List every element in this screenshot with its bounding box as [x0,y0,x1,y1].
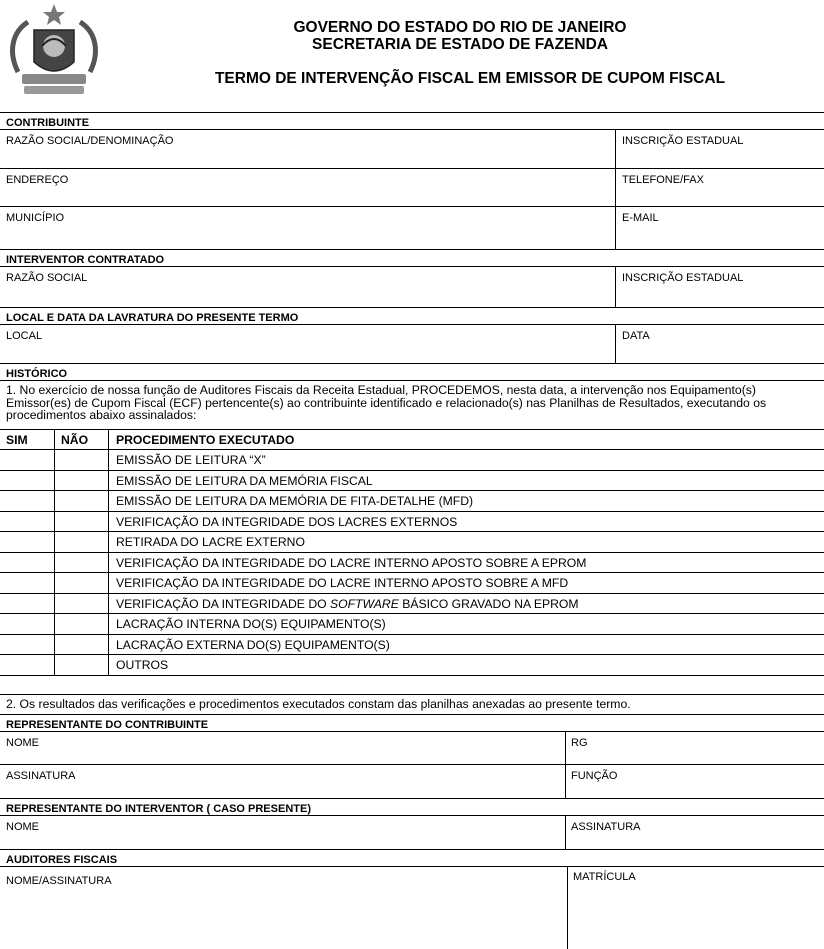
procedure-text-italic: SOFTWARE [330,596,399,611]
sim-checkbox[interactable] [0,594,54,614]
col-procedimento: PROCEDIMENTO EXECUTADO [116,433,295,447]
nao-checkbox[interactable] [55,450,108,470]
procedure-row [0,532,824,553]
endereco-label: ENDEREÇO [6,174,69,186]
nao-checkbox[interactable] [55,532,108,552]
divider [108,655,109,675]
auditor-nome-label: NOME/ASSINATURA [6,875,112,887]
sim-checkbox[interactable] [0,450,54,470]
procedure-text-tail: BÁSICO GRAVADO NA EPROM [398,596,579,611]
procedure-text: VERIFICAÇÃO DA INTEGRIDADE DO LACRE INTERNO APOSTO SOBRE A MFD [116,576,569,590]
procedure-label [116,535,305,549]
municipio-label: MUNICÍPIO [6,212,65,224]
procedure-text: RETIRADA DO LACRE EXTERNO [116,535,305,549]
divider [565,765,566,798]
procedure-label [116,453,266,467]
divider [108,512,109,532]
field-rep-assinatura[interactable] [0,765,824,799]
divider [108,450,109,470]
col-sim: SIM [6,433,28,447]
interventor-razao-label: RAZÃO SOCIAL [6,272,88,284]
field-municipio[interactable] [0,207,824,250]
sim-checkbox[interactable] [0,512,54,532]
divider [615,169,616,206]
sim-checkbox[interactable] [0,655,54,675]
procedure-text: EMISSÃO DE LEITURA DA MEMÓRIA DE FITA-DETALHE (MFD) [116,494,474,508]
divider [108,614,109,634]
procedure-row [0,450,824,471]
divider [108,573,109,593]
section-contribuinte: CONTRIBUINTE [0,113,824,130]
divider [565,816,566,849]
procedure-label [116,576,568,590]
section-auditores: AUDITORES FISCAIS [0,850,824,867]
divider [108,471,109,491]
state-seal-icon [4,2,104,102]
divider [565,732,566,764]
procedure-row [0,512,824,533]
procedure-text: VERIFICAÇÃO DA INTEGRIDADE DOS LACRES EXTERNOS [116,514,458,529]
document-title: TERMO DE INTERVENÇÃO FISCAL EM EMISSOR DE CUPOM FISCAL [214,70,726,87]
historico-paragraph-2: 2. Os resultados das verificações e procedimentos executados constam das planilhas anexadas ao presente termo. [0,695,824,715]
section-rep-interventor: REPRESENTANTE DO INTERVENTOR ( CASO PRESENTE) [0,799,824,816]
nao-checkbox[interactable] [55,655,108,675]
blank-row [0,675,824,695]
nao-checkbox[interactable] [55,471,108,491]
form-body [0,112,824,948]
procedure-text: VERIFICAÇÃO DA INTEGRIDADE DO [116,596,330,611]
sim-checkbox[interactable] [0,553,54,573]
sim-checkbox[interactable] [0,532,54,552]
sim-checkbox[interactable] [0,635,54,655]
section-interventor: INTERVENTOR CONTRATADO [0,250,824,267]
procedure-label [116,556,586,570]
interventor-inscricao-label: INSCRIÇÃO ESTADUAL [622,272,744,284]
sim-checkbox[interactable] [0,471,54,491]
data-label: DATA [622,330,650,342]
procedure-row [0,553,824,574]
document-header [0,0,824,112]
local-label: LOCAL [6,330,43,342]
email-label: E-MAIL [622,212,659,224]
procedure-text: EMISSÃO DE LEITURA “X” [116,453,266,467]
field-rep-nome[interactable] [0,732,824,765]
field-auditores[interactable] [0,867,824,949]
procedure-label [116,617,386,631]
procedure-row [0,635,824,656]
sim-checkbox[interactable] [0,573,54,593]
procedure-label [116,597,579,611]
nao-checkbox[interactable] [55,573,108,593]
procedure-label [116,515,457,529]
inscricao-estadual-label: INSCRIÇÃO ESTADUAL [622,135,744,147]
procedure-row [0,471,824,492]
procedure-label [116,494,473,508]
procedure-text: EMISSÃO DE LEITURA DA MEMÓRIA FISCAL [116,473,373,488]
nao-checkbox[interactable] [55,635,108,655]
divider [108,635,109,655]
procedure-label [116,474,373,488]
department-name: SECRETARIA DE ESTADO DE FAZENDA [312,36,608,53]
divider [54,430,55,449]
col-nao: NÃO [61,433,89,447]
divider [615,130,616,168]
section-local-data: LOCAL E DATA DA LAVRATURA DO PRESENTE TERMO [0,308,824,325]
divider [567,867,568,949]
historico-paragraph-1: 1. No exercício de nossa função de Auditores Fiscais da Receita Estadual, PROCEDEMOS, nesta data, a intervenção nos Equipamento(s) Emissor(es) de Cupom Fiscal (ECF) pertencente(s) ao contribuinte identificado e relacionado(s) nas Planilhas de Resultados, executando os procedimentos abaixo assinalados: [0,381,824,430]
divider [108,491,109,511]
auditor-matricula-label: MATRÍCULA [573,871,636,883]
procedure-text: VERIFICAÇÃO DA INTEGRIDADE DO LACRE INTERNO APOSTO SOBRE A EPROM [116,555,587,570]
procedure-text: LACRAÇÃO INTERNA DO(S) EQUIPAMENTO(S) [116,617,386,631]
divider [615,267,616,307]
divider [615,207,616,249]
rep-assinatura-label: ASSINATURA [6,770,76,782]
nao-checkbox[interactable] [55,512,108,532]
divider [108,430,109,449]
government-name: GOVERNO DO ESTADO DO RIO DE JANEIRO [293,19,627,36]
sim-checkbox[interactable] [0,491,54,511]
procedure-row [0,655,824,676]
procedure-row [0,594,824,615]
nao-checkbox[interactable] [55,614,108,634]
rep-interventor-assinatura-label: ASSINATURA [571,821,641,833]
procedure-row [0,614,824,635]
rep-funcao-label: FUNÇÃO [571,770,618,782]
field-rep-interventor-nome[interactable] [0,816,824,850]
rep-interventor-nome-label: NOME [6,821,39,833]
section-rep-contribuinte: REPRESENTANTE DO CONTRIBUINTE [0,715,824,732]
razao-social-label: RAZÃO SOCIAL/DENOMINAÇÃO [6,135,174,147]
divider [108,553,109,573]
nao-checkbox[interactable] [55,594,108,614]
field-local[interactable] [0,325,824,364]
field-interventor-razao[interactable] [0,267,824,308]
procedure-label [116,638,390,652]
telefone-label: TELEFONE/FAX [622,174,704,186]
rep-rg-label: RG [571,737,588,749]
procedure-label [116,658,168,672]
divider [108,532,109,552]
procedure-text: OUTROS [116,658,169,672]
nao-checkbox[interactable] [55,553,108,573]
procedure-row [0,573,824,594]
field-endereco[interactable] [0,169,824,207]
divider [108,594,109,614]
procedure-row [0,491,824,512]
field-razao-social[interactable] [0,130,824,169]
procedure-text: LACRAÇÃO EXTERNA DO(S) EQUIPAMENTO(S) [116,637,390,652]
nao-checkbox[interactable] [55,491,108,511]
divider [615,325,616,363]
section-historico: HISTÓRICO [0,364,824,381]
procedures-table-header [0,430,824,450]
sim-checkbox[interactable] [0,614,54,634]
rep-nome-label: NOME [6,737,39,749]
